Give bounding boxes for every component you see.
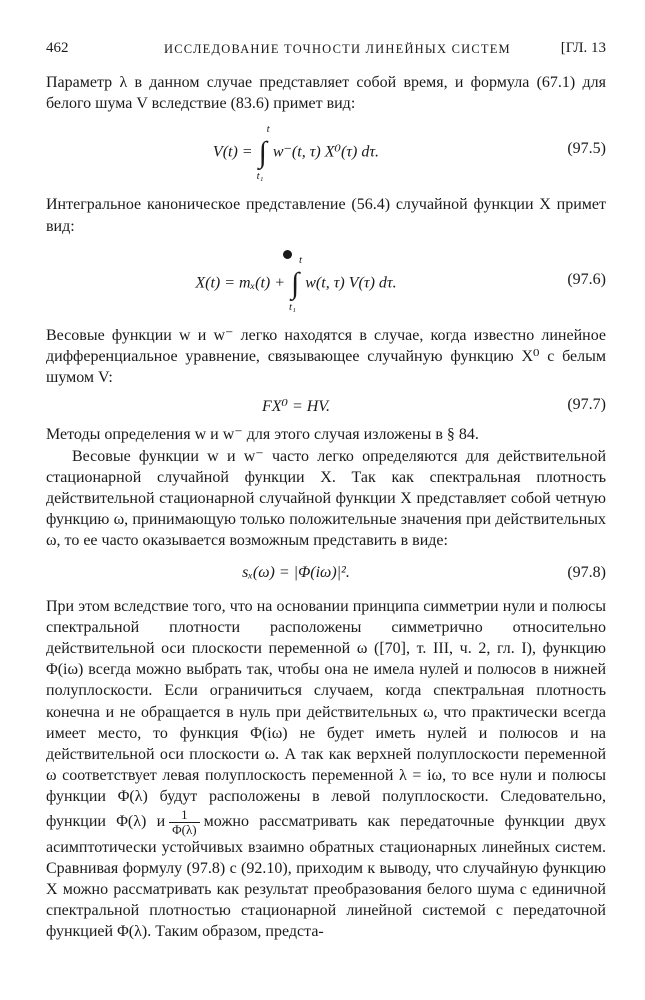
paragraph-3: Весовые функции w и w⁻ легко находятся в случае, когда известно линейное дифференциальное уравнение, связывающее случайную функцию X⁰ с белым шумом V: xyxy=(46,326,606,387)
equation-97-6 xyxy=(46,245,606,319)
paragraph-5: Весовые функции w и w⁻ часто легко определяются для действительной стационарной случайной функции X. Так как спектральная плотность действительной стационарной случайной функции X представляет собой четную функцию ω, принимающую только положительные значения при действительных ω, то ее часто оказывается возможным представить в виде: xyxy=(46,447,606,550)
eq976-lhs: X(t) = mₓ(t) + xyxy=(195,274,286,292)
equation-number: (97.6) xyxy=(567,270,606,288)
integral-upper-limit: t xyxy=(266,123,270,136)
eq978-text: sₓ(ω) = |Φ(iω)|². xyxy=(242,563,350,581)
integral-lower-limit: t₁ xyxy=(256,170,264,183)
eq977-text: FX⁰ = HV. xyxy=(261,398,331,416)
equation-number: (97.7) xyxy=(567,396,606,414)
equation-number: (97.8) xyxy=(567,563,606,581)
page-number: 462 xyxy=(46,40,69,56)
paragraph-2: Интегральное каноническое представление (56.4) случайной функции X примет вид: xyxy=(46,196,606,235)
equation-97-5 xyxy=(46,124,606,186)
equation-97-8 xyxy=(46,556,606,596)
paragraph-4: Методы определения w и w⁻ для этого случая изложены в § 84. xyxy=(46,426,479,444)
integral-sign: ∫ t t₁ xyxy=(256,123,270,183)
paragraph-6-part-b: можно рассматривать как передаточные функции двух асимптотически устойчивых взаимно обратных стационарных линейных систем. Сравнивая формулу (97.8) с (92.10), приходим к выводу, что случайную функцию X можно рассматривать как результат преобразования белого шума с единичной спектральной плотностью стационарной линейной системой с передаточной функцией Φ(λ). Таким образом, предста- xyxy=(46,812,606,941)
fraction-one-over-phi xyxy=(169,808,199,837)
integral-sign: ∫ t t₁ xyxy=(289,253,303,313)
equation-97-7 xyxy=(46,390,606,424)
equation-number: (97.5) xyxy=(567,140,606,158)
integral-lower-limit: t₁ xyxy=(289,300,296,313)
fraction-numerator: 1 xyxy=(169,808,199,823)
integral-upper-limit: t xyxy=(299,253,303,266)
eq975-integrand: w⁻(t, τ) X⁰(τ) dτ. xyxy=(272,144,380,162)
page-header xyxy=(46,36,606,62)
eq976-integrand: w(t, τ) V(τ) dτ. xyxy=(305,274,397,292)
eq975-lhs: V(t) = xyxy=(212,144,253,162)
paragraph-6-part-a: При этом вследствие того, что на основании принципа симметрии нули и полюсы спектральной плотности расположены симметрично относительно действительной оси плоскости переменной ω ([70], т. III, ч. 2, гл. I), функцию Φ(iω) всегда можно выбрать так, чтобы она не имела нулей и полюсов в нижней полуплоскости. Если ограничиться случаем, когда спектральная плотность конечна и не обращается в нуль при действительных ω, что практически всегда имеет место, то функция Φ(iω) не будет иметь нулей и полюсов и на действительной оси плоскости ω. А так как верхней полуплоскости переменной ω соответствует левая полуплоскость переменной λ = iω, то все нули и полюсы функции Φ(λ) будут расположены в левой полуплоскости. Следовательно, функции Φ(λ) и xyxy=(46,597,606,830)
running-title: ИССЛЕДОВАНИЕ ТОЧНОСТИ ЛИНЕЙНЫХ СИСТЕМ xyxy=(164,42,511,56)
paragraph-6 xyxy=(46,596,606,943)
book-page xyxy=(46,36,606,943)
paragraph-1: Параметр λ в данном случае представляет собой время, и формула (67.1) для белого шума V вследствие (83.6) примет вид: xyxy=(46,74,606,113)
chapter-label: [ГЛ. 13 xyxy=(560,40,606,56)
ink-blot xyxy=(283,250,292,259)
fraction-denominator: Φ(λ) xyxy=(172,821,197,837)
